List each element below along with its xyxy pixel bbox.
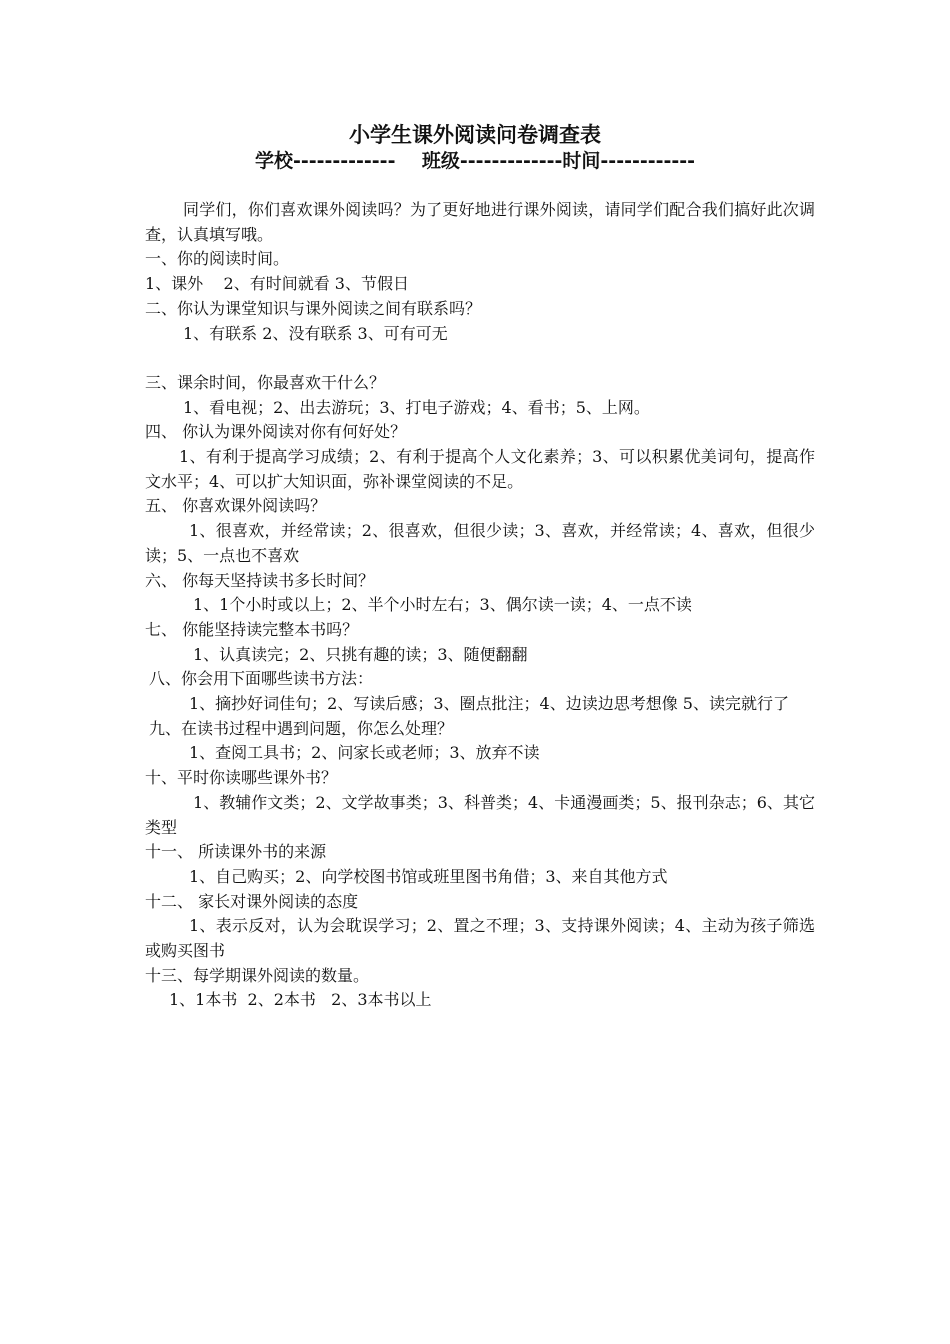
answer-options-5: 1、很喜欢，并经常读；2、很喜欢，但很少读；3、喜欢，并经常读；4、喜欢，但很少读；5、一点也不喜欢: [145, 521, 815, 565]
intro-paragraph: 同学们，你们喜欢课外阅读吗？为了更好地进行课外阅读，请同学们配合我们搞好此次调查，认真填写哦。: [145, 200, 815, 244]
document-title: 小学生课外阅读问卷调查表: [349, 123, 601, 147]
answer-options-3: 1、看电视；2、出去游玩；3、打电子游戏；4、看书；5、上网。: [183, 397, 650, 417]
answer-options-8: 1、摘抄好词佳句；2、写读后感；3、圈点批注；4、边读边思考想像 5、读完就行了: [189, 694, 789, 714]
document-body: [145, 198, 815, 1013]
answer-options-6: 1、1个小时或以上；2、半个小时左右；3、偶尔读一读；4、一点不读: [193, 595, 692, 615]
question-13: 十三、每学期课外阅读的数量。: [145, 965, 370, 985]
answer-options-1: 1、课外 2、有时间就看 3、节假日: [145, 274, 409, 294]
question-10: 十、平时你读哪些课外书？: [145, 768, 338, 788]
question-11: 十一、 所读课外书的来源: [145, 842, 327, 862]
answer-options-7: 1、认真读完；2、只挑有趣的读；3、随便翻翻: [193, 644, 528, 664]
answer-options-10: 1、教辅作文类；2、文学故事类；3、科普类；4、卡通漫画类；5、报刊杂志；6、其它类型: [145, 792, 815, 837]
answer-options-13: 1、1本书 2、2本书 2、3本书以上: [169, 990, 432, 1010]
question-8: 八、你会用下面哪些读书方法：: [149, 669, 374, 689]
question-7: 七、 你能坚持读完整本书吗？: [145, 619, 359, 639]
question-12: 十二、 家长对课外阅读的态度: [145, 891, 359, 911]
question-2: 二、你认为课堂知识与课外阅读之间有联系吗？: [145, 298, 482, 318]
answer-options-9: 1、查阅工具书；2、问家长或老师；3、放弃不读: [189, 743, 540, 763]
question-3: 三、课余时间，你最喜欢干什么？: [145, 372, 386, 392]
question-1: 一、你的阅读时间。: [145, 249, 290, 269]
question-6: 六、 你每天坚持读书多长时间？: [145, 570, 375, 590]
question-9: 九、在读书过程中遇到问题，你怎么处理？: [149, 718, 454, 738]
question-4: 四、 你认为课外阅读对你有何好处？: [145, 422, 407, 442]
answer-options-4: 1、有利于提高学习成绩；2、有利于提高个人文化素养；3、可以积累优美词句，提高作文水平；4、可以扩大知识面，弥补课堂阅读的不足。: [145, 447, 815, 491]
answer-options-2: 1、有联系 2、没有联系 3、可有可无: [183, 323, 448, 343]
question-5: 五、 你喜欢课外阅读吗？: [145, 496, 327, 516]
answer-options-12: 1、表示反对，认为会耽误学习；2、置之不理；3、支持课外阅读；4、主动为孩子筛选或购买图书: [145, 916, 815, 961]
document-subtitle: 学校------------- 班级-------------时间------------: [254, 150, 696, 172]
answer-options-11: 1、自己购买；2、向学校图书馆或班里图书角借；3、来自其他方式: [189, 866, 668, 886]
blank-line: [145, 346, 815, 371]
